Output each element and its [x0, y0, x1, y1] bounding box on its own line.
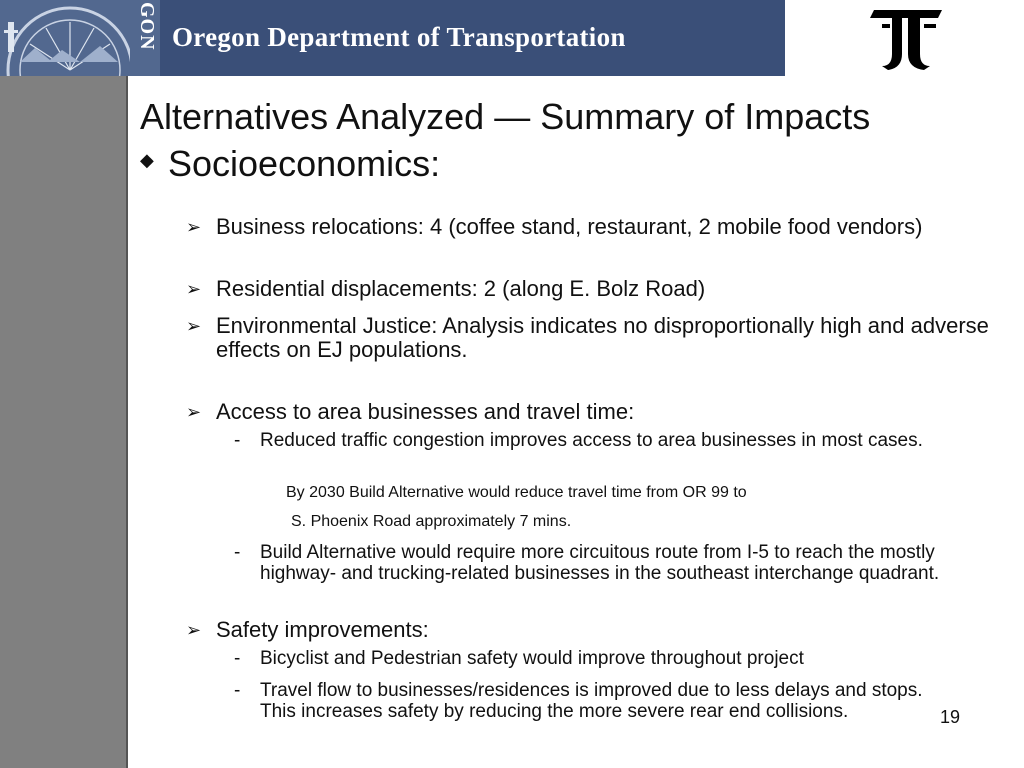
arrow-bullet-icon: ➢ — [186, 316, 202, 336]
heading-text: Socioeconomics: — [168, 143, 441, 184]
item-text: Business relocations: 4 (coffee stand, restaurant, 2 mobile food vendors) — [216, 214, 923, 239]
arrow-bullet-icon: ➢ — [186, 279, 202, 299]
note-line: S. Phoenix Road approximately 7 mins. — [291, 513, 572, 530]
list-item — [186, 313, 1006, 362]
arrow-bullet-icon: ➢ — [186, 217, 202, 237]
item-text: Safety improvements: — [216, 617, 429, 642]
organization-title: Oregon Department of Transportation — [172, 22, 626, 52]
seal-text: GON — [136, 2, 158, 51]
sub-item — [234, 680, 950, 722]
list-item — [186, 399, 1006, 424]
dash-bullet: - — [234, 648, 241, 669]
sub-item-text: Travel flow to businesses/residences is improved due to less delays and stops. This increases safety by reducing the more severe rear end collisions. — [260, 680, 923, 722]
left-sidebar-bar — [0, 76, 128, 768]
dash-bullet: - — [234, 430, 241, 451]
dash-bullet: - — [234, 680, 241, 701]
dash-bullet: - — [234, 542, 241, 563]
header-banner — [0, 0, 785, 76]
list-item — [186, 214, 1006, 239]
sub-item-text: Reduced traffic congestion improves access to area businesses in most cases. — [260, 430, 923, 451]
item-text: Access to area businesses and travel time: — [216, 399, 635, 424]
sub-item — [234, 542, 1005, 584]
section-heading — [140, 143, 440, 185]
sub-item — [234, 648, 1005, 669]
oregon-seal-icon — [0, 0, 160, 76]
list-item — [186, 617, 1006, 642]
diamond-bullet-icon: ◆ — [140, 149, 154, 170]
arrow-bullet-icon: ➢ — [186, 620, 202, 640]
page-number: 19 — [940, 707, 961, 727]
slide-title: Alternatives Analyzed — Summary of Impacts — [140, 96, 871, 137]
odot-logo-icon — [868, 4, 948, 72]
item-text: Residential displacements: 2 (along E. Bolz Road) — [216, 276, 706, 301]
sub-item-text: Bicyclist and Pedestrian safety would improve throughout project — [260, 648, 804, 669]
note-line: By 2030 Build Alternative would reduce travel time from OR 99 to — [286, 484, 747, 501]
sub-item — [234, 430, 1005, 451]
list-item — [186, 276, 1006, 301]
arrow-bullet-icon: ➢ — [186, 402, 202, 422]
sub-item-text: Build Alternative would require more circuitous route from I-5 to reach the mostly highway- and trucking-related businesses in the southeast interchange quadrant. — [260, 542, 940, 584]
item-text: Environmental Justice: Analysis indicates no disproportionally high and adverse effects on EJ populations. — [216, 313, 989, 362]
